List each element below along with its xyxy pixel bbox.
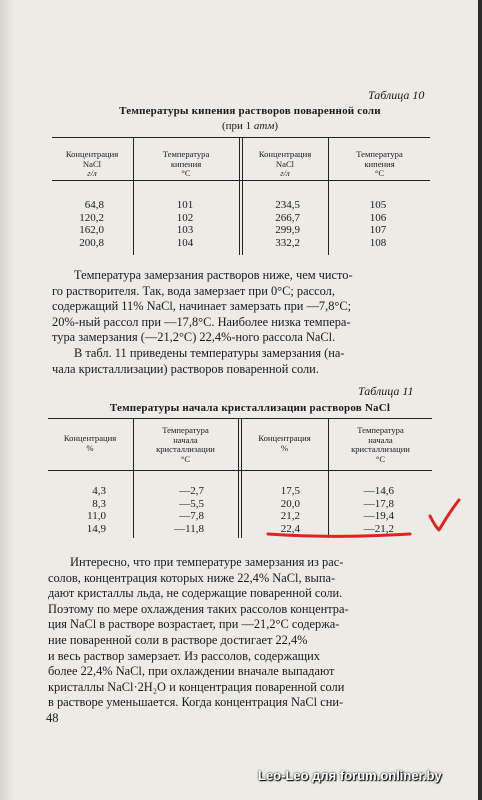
table10-top-rule — [52, 137, 430, 138]
table11-top-rule — [48, 418, 432, 419]
table11-header-crystallization-temp: Температура начала кристаллизации °C — [156, 425, 215, 464]
red-check-annotation-icon — [250, 496, 470, 552]
watermark: Leo-Leo для forum.onliner.by — [258, 768, 442, 783]
table10-col-boiling-temp: 105 106 107 108 — [369, 199, 387, 249]
table11-header-rule — [48, 470, 432, 471]
table11-label: Таблица 11 — [358, 384, 414, 398]
table11-title: Температуры начала кристаллизации растворов NaCl — [109, 402, 391, 414]
table11-header-concentration: Концентрация % — [258, 433, 311, 453]
table10-col-boiling-temp: 101 102 103 104 — [176, 199, 194, 249]
table10-title: Температуры кипения растворов поваренной соли — [119, 105, 381, 117]
paragraph-crystallization: Интересно, что при температуре замерзания из рас- солов, концентрация которых ниже 22,4% NaCl, выпа- дают кристаллы льда, не содержащие поваренной соли. Поэтому по мере охлаждения таких рассолов концентра- ция NaCl в растворе возрастает, при —21,2°С содержа- ние поваренной соли в растворе достигает 22,4% и весь раствор замерзает. Из рассолов, содержащих более 22,4% NaCl, при охлаждении вначале выпадают кристаллы NaCl·2H₂O и концентрация поваренной соли в растворе уменьшается. Когда концентрация NaCl сни- — [48, 555, 349, 710]
table10-header-rule — [52, 180, 430, 181]
table10-label: Таблица 10 — [368, 88, 425, 102]
table11-col-divider-double — [238, 418, 239, 538]
table10-subtitle: (при 1 атм) — [221, 120, 279, 132]
paragraph-freezing-temperature: Температура замерзания растворов ниже, чем чисто- го растворителя. Так, вода замерзает при 0°С; рассол, содержащий 11% NaCl, начинает замерзать при —7,8°С; 20%-ный рассол при —17,8°С. Наиболее низка темпера- тура замерзания (—21,2°С) 22,4%-ного рассола NaCl. В табл. 11 приведены температуры замерзания (на- чала кристаллизации) растворов поваренной соли. — [52, 268, 353, 376]
page-binding-shadow — [0, 0, 14, 800]
table11-header-crystallization-temp: Температура начала кристаллизации °C — [351, 425, 410, 464]
table11-col-crystallization-temp: —2,7 —5,5 —7,8 —11,8 — [174, 485, 204, 535]
table10-header-concentration: Концентрация NaCl г/л — [258, 149, 312, 178]
red-underline — [268, 534, 410, 536]
table10-header-boiling-temp: Температура кипения °C — [162, 149, 210, 178]
table11-col-concentration: 17,5 20,0 21,2 22,4 — [280, 485, 300, 535]
table10-col-divider-double — [239, 137, 240, 255]
table10-col-concentration: 234,5 266,7 299,9 332,2 — [275, 199, 300, 249]
table10-col-concentration: 64,8 120,2 162,0 200,8 — [79, 199, 104, 249]
red-check-mark — [430, 500, 459, 530]
table11-col-crystallization-temp: —14,6 —17,8 —19,4 —21,2 — [363, 485, 394, 535]
page-number: 48 — [46, 711, 59, 725]
table11-col-concentration: 4,3 8,3 11,0 14,9 — [86, 485, 106, 535]
table10-header-boiling-temp: Температура кипения °C — [356, 149, 403, 178]
table11-header-concentration: Концентрация % — [63, 433, 117, 453]
table10-header-concentration: Концентрация NaCl г/л — [65, 149, 119, 178]
